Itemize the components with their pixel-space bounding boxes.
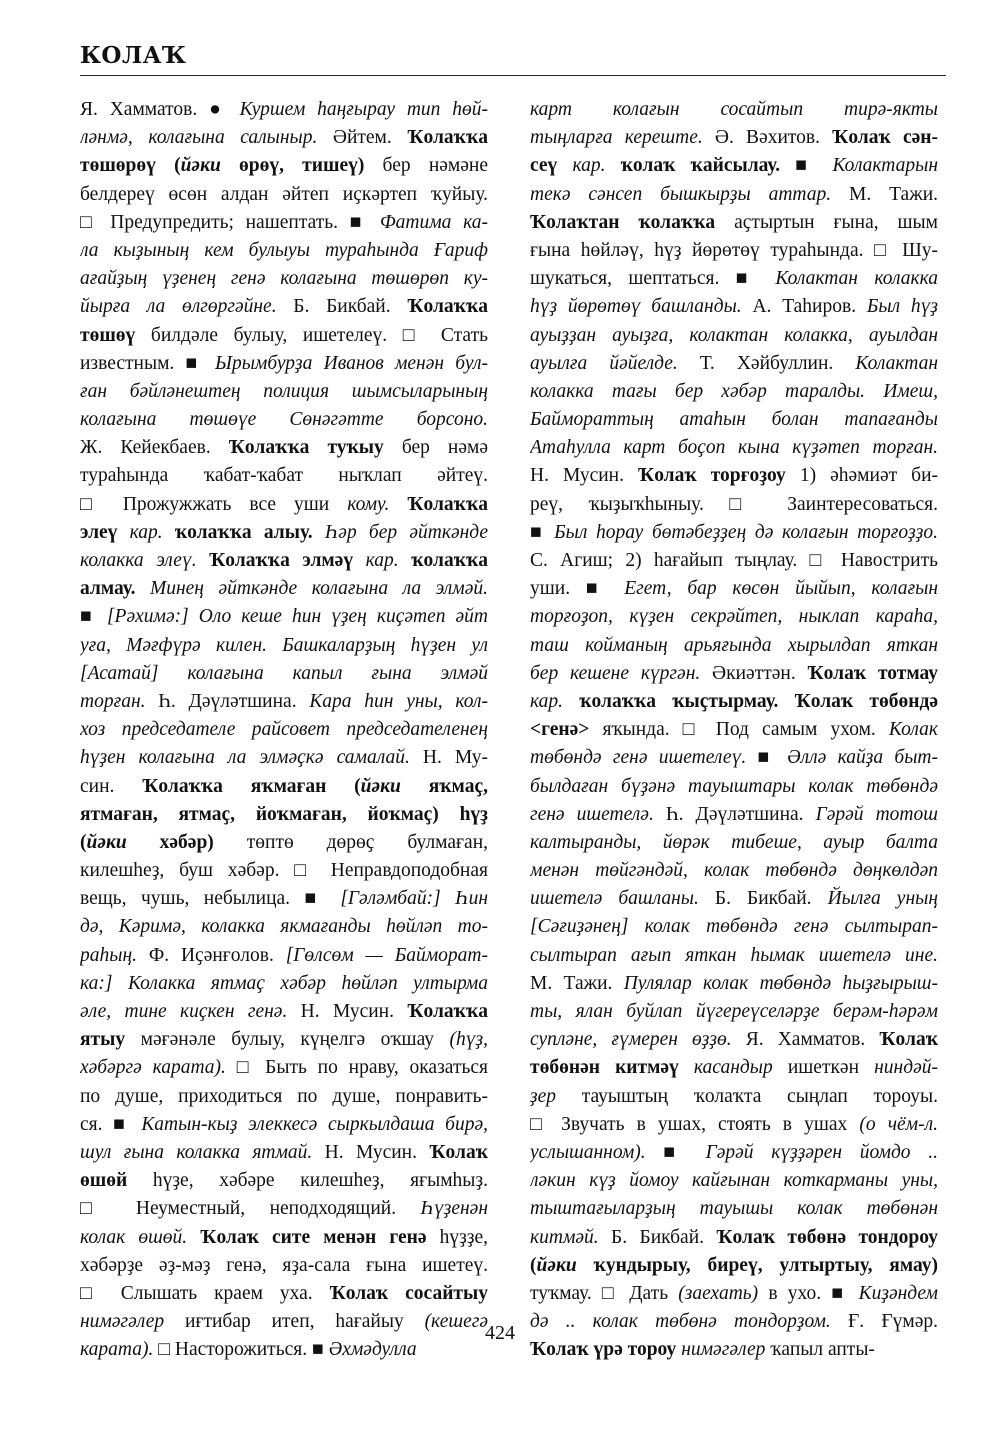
text-line: Атаһулла карт боҫоп кына күҙәтеп торған. [530,437,938,459]
text-line: ятыу мәғәнәле булыу, күңелгә оҡшау (һүҙ, [80,1029,488,1051]
text-line: тыңларға кереште. Ә. Вәхитов. Ҡолаҡ сән- [530,127,938,149]
text-line: нимәгәлер иғтибар итеп, һағайыу (кешегә [80,1311,488,1333]
text-line: известным. ■ Ырымбурҙа Иванов менән бул- [80,352,488,374]
text-line: супләне, ғүмерен өҙҙө. Я. Хамматов. Ҡолаҡ [530,1029,938,1051]
text-line: китмәй. Б. Бикбай. Ҡолаҡ төбөнә тондороу [530,1226,938,1248]
text-line: ауылға йәйелде. Т. Хәйбуллин. Колактан [530,352,938,374]
text-line: □ Звучать в ушах, стоять в ушах (о чём-л. [530,1113,938,1135]
text-line: ся. ■ Катын-кыҙ элеккесә сыркылдаша бирә, [80,1113,488,1135]
text-line: □ Предупредить; нашептать. ■ Фатима ка- [80,211,488,233]
text-line: ты, ялан буйлап йүгереүселәрҙе берәм-һәрәм [530,1001,938,1022]
text-line: йырға ла өлгөргәйне. Б. Бикбай. Ҡолаҡҡа [80,296,488,318]
text-line: белдереү өсөн алдан әйтеп иҫкәртеп ҡуйыу. [80,183,488,205]
text-line: раһың. Ф. Иҫәнғолов. [Гөлсөм — Байморат- [80,944,488,966]
header-rule [80,75,946,76]
text-line: Баймораттың атаһын болан тапағанды [530,409,938,431]
text-line: колакка элеү. Ҡолаҡҡа элмәү кар. ҡолаҡҡа [80,550,488,571]
text-line: ишетелә башланы. Б. Бикбай. Йылға уның [530,888,938,910]
text-line: [Сәғиҙәнең] колак төбөндә генә сылтырап- [530,916,938,938]
text-line: ләкин күҙ йомоу кайғынан коткарманы уны, [530,1170,938,1192]
text-line: ләнмә, колағына салыныр. Әйтем. Ҡолаҡҡа [80,127,488,149]
text-line: ауыҙҙан ауыҙға, колактан колакка, ауылдан [530,324,938,346]
text-line: С. Агиш; 2) һағайып тыңлау. □ Навострить [530,550,938,571]
text-line: сеү кар. ҡолаҡ ҡайсылау. ■ Колактарын [530,155,938,177]
text-line: торғоҙоп, күҙен секрәйтеп, ныклап караһа, [530,606,938,628]
text-line: ағайҙың үҙенең генә колағына төшөрөп ку- [80,268,488,290]
text-line: текә сәнсеп бышкырҙы аттар. М. Тажи. [530,183,938,205]
text-line: менән төйгәндәй, колак төбөндә дөңкөлдәп [530,860,938,882]
text-line: колакка тағы бер хәбәр таралды. Имеш, [530,380,938,402]
text-line: хәбәрҙе әҙ-мәҙ генә, яҙа-сала ғына ишетеү. [80,1254,488,1276]
text-line: □ Слышать краем уха. Ҡолаҡ сосайтыу [80,1282,488,1304]
text-line: төшөрөү (йәки өрөү, тишеү) бер нәмәне [80,155,488,177]
text-line: Я. Хамматов. ● Куршем һаңғырау тип һөй- [80,99,488,120]
text-line: генә ишетелә. Һ. Дәүләтшина. Гәрәй тотош [530,803,938,825]
text-line: ■ [Рәхимә:] Оло кеше һин үҙең киҫәтеп әйт [80,606,488,628]
text-line: ка:] Колакка ятмаҫ хәбәр һөйләп ултырма [80,972,488,994]
text-line: тыштағыларҙың тауышы колак төбөнән [530,1198,938,1220]
text-line: [Асатай] колағына капыл ғына элмәй [80,662,488,684]
text-line: уға, Мәғфүрә килен. Башкаларҙың һүҙен ул [80,634,488,656]
text-line: әле, тине киҫкен генә. Н. Мусин. Ҡолаҡҡа [80,1001,488,1022]
text-line: өшөй һүҙе, хәбәре килешһеҙ, яғымһыҙ. [80,1170,488,1192]
text-line: по душе, приходиться по душе, понравить- [80,1085,488,1107]
text-line: ғына һөйләү, һүҙ йөрөтөү тураһында. □ Шу- [530,239,938,261]
text-line: тураһында ҡабат-ҡабат ныҡлап әйтеү. [80,465,488,487]
text-line: таш койманың арьяғында хырылдап яткан [530,634,938,656]
text-line: һүҙен колағына ла элмәҫкә самалай. Н. Му- [80,747,488,769]
text-line: ла кыҙының кем булыуы тураһында Ғариф [80,239,488,261]
text-line: М. Тажи. Пулялар колак төбөндә һыҙғырыш- [530,972,938,994]
text-line: (йәки хәбәр) төптө дөрөҫ булмаған, [80,831,488,853]
text-line: элеү кар. ҡолаҡҡа алыу. Һәр бер әйткәнде [80,521,488,543]
text-line: колак өшөй. Ҡолаҡ сите менән генә һүҙҙе, [80,1226,488,1248]
text-line: <генә> яҡында. □ Под самым ухом. Колак [530,719,938,741]
text-line: услышанном). ■ Гәрәй күҙҙәрен йомдо .. [530,1141,938,1163]
text-line: уши. ■ Егет, бар көсөн йыйып, колағын [530,578,938,600]
text-line: туҡмау. □ Дать (заехать) в ухо. ■ Киҙәндем [530,1282,938,1304]
text-line: хәбәргә карата). □ Быть по нраву, оказаться [80,1057,488,1079]
left-column [80,96,488,1364]
text-line: ■ Был һорау бөтәбеҙҙең дә колағын торғоҙҙо. [530,521,938,543]
text-line: карата). □ Насторожиться. ■ Әхмәдулла [80,1339,417,1361]
text-line: дә .. колак төбөнә тондорҙом. Ғ. Ғүмәр. [530,1311,938,1333]
text-line: колағына төшөүе Сөнәгәтте борсоно. [80,409,488,431]
text-line: Ж. Кейекбаев. Ҡолаҡҡа туҡыу бер нәмә [80,437,488,459]
text-line: алмау. Минең әйткәнде колағына ла элмәй. [80,578,488,600]
text-line: (йәки ҡундырыу, биреү, ултыртыу, ямау) [530,1254,938,1276]
text-line: бер кешене күргән. Әкиәттән. Ҡолаҡ тотмау [530,662,938,684]
text-line: төбөндә генә ишетелеү. ■ Әллә кайҙа быт- [530,747,938,769]
text-line: дә, Кәримә, колакка якмағанды һөйләп то- [80,916,488,938]
text-line: Ҡолаҡ үрә тороу нимәгәлер ҡапыл апты- [530,1339,875,1361]
right-column [530,96,938,1364]
text-line: карт колағын сосайтып тирә-якты [530,99,938,120]
text-line: шул ғына колакка ятмай. Н. Мусин. Ҡолаҡ [80,1141,488,1163]
text-line: ятмаған, ятмаҫ, йоҡмаған, йоҡмаҫ) һүҙ [80,803,488,825]
text-line: кар. ҡолаҡҡа ҡыҫтырмау. Ҡолаҡ төбөндә [530,690,938,712]
text-line: син. Ҡолаҡҡа яҡмаған (йәки яҡмаҫ, [80,775,488,797]
text-line: хоз председателе райсовет председателенең [80,719,488,741]
text-line: вещь, чушь, небылица. ■ [Гәләмбай:] Һин [80,888,488,910]
text-line: торған. Һ. Дәүләтшина. Кара һин уны, кол- [80,690,488,712]
text-line: ҙер тауыштың ҡолаҡта сыңлап тороуы. [530,1085,938,1107]
text-line: калтыранды, йөрәк тибеше, ауыр балта [530,831,938,853]
text-line: сылтырап ағып яткан һымак ишетелә ине. [530,944,938,966]
running-header [80,42,946,69]
text-line: □ Неуместный, неподходящий. Һүҙенән [80,1198,488,1220]
text-line: төшөү билдәле булыу, ишетелеү. □ Стать [80,324,488,346]
text-line: былдаған бүҙәнә тауыштары колак төбөндә [530,775,938,797]
text-line: төбөнән китмәү касандыр ишеткән ниндәй- [530,1057,938,1079]
text-line: килешһеҙ, буш хәбәр. □ Неправдоподобная [80,860,488,882]
text-line: реү, ҡыҙыҡһыныу. □ Заинтересоваться. [530,493,938,515]
page-number: 424 [485,1322,515,1344]
text-line: һүҙ йөрөтөү башланды. А. Таһиров. Был һүҙ [530,296,938,318]
text-line: шукаться, шептаться. ■ Колактан колакка [530,268,938,290]
text-line: Н. Мусин. Ҡолаҡ торғоҙоу 1) әһәмиәт би- [530,465,938,487]
text-line: Ҡолаҡтан ҡолаҡҡа аҫтыртын ғына, шым [530,211,938,233]
header-word: КОЛАҠ [80,42,187,69]
text-line: □ Прожужжать все уши кому. Ҡолаҡҡа [80,493,488,515]
text-line: ған бәйләнештең полиция шымсыларының [80,380,488,402]
